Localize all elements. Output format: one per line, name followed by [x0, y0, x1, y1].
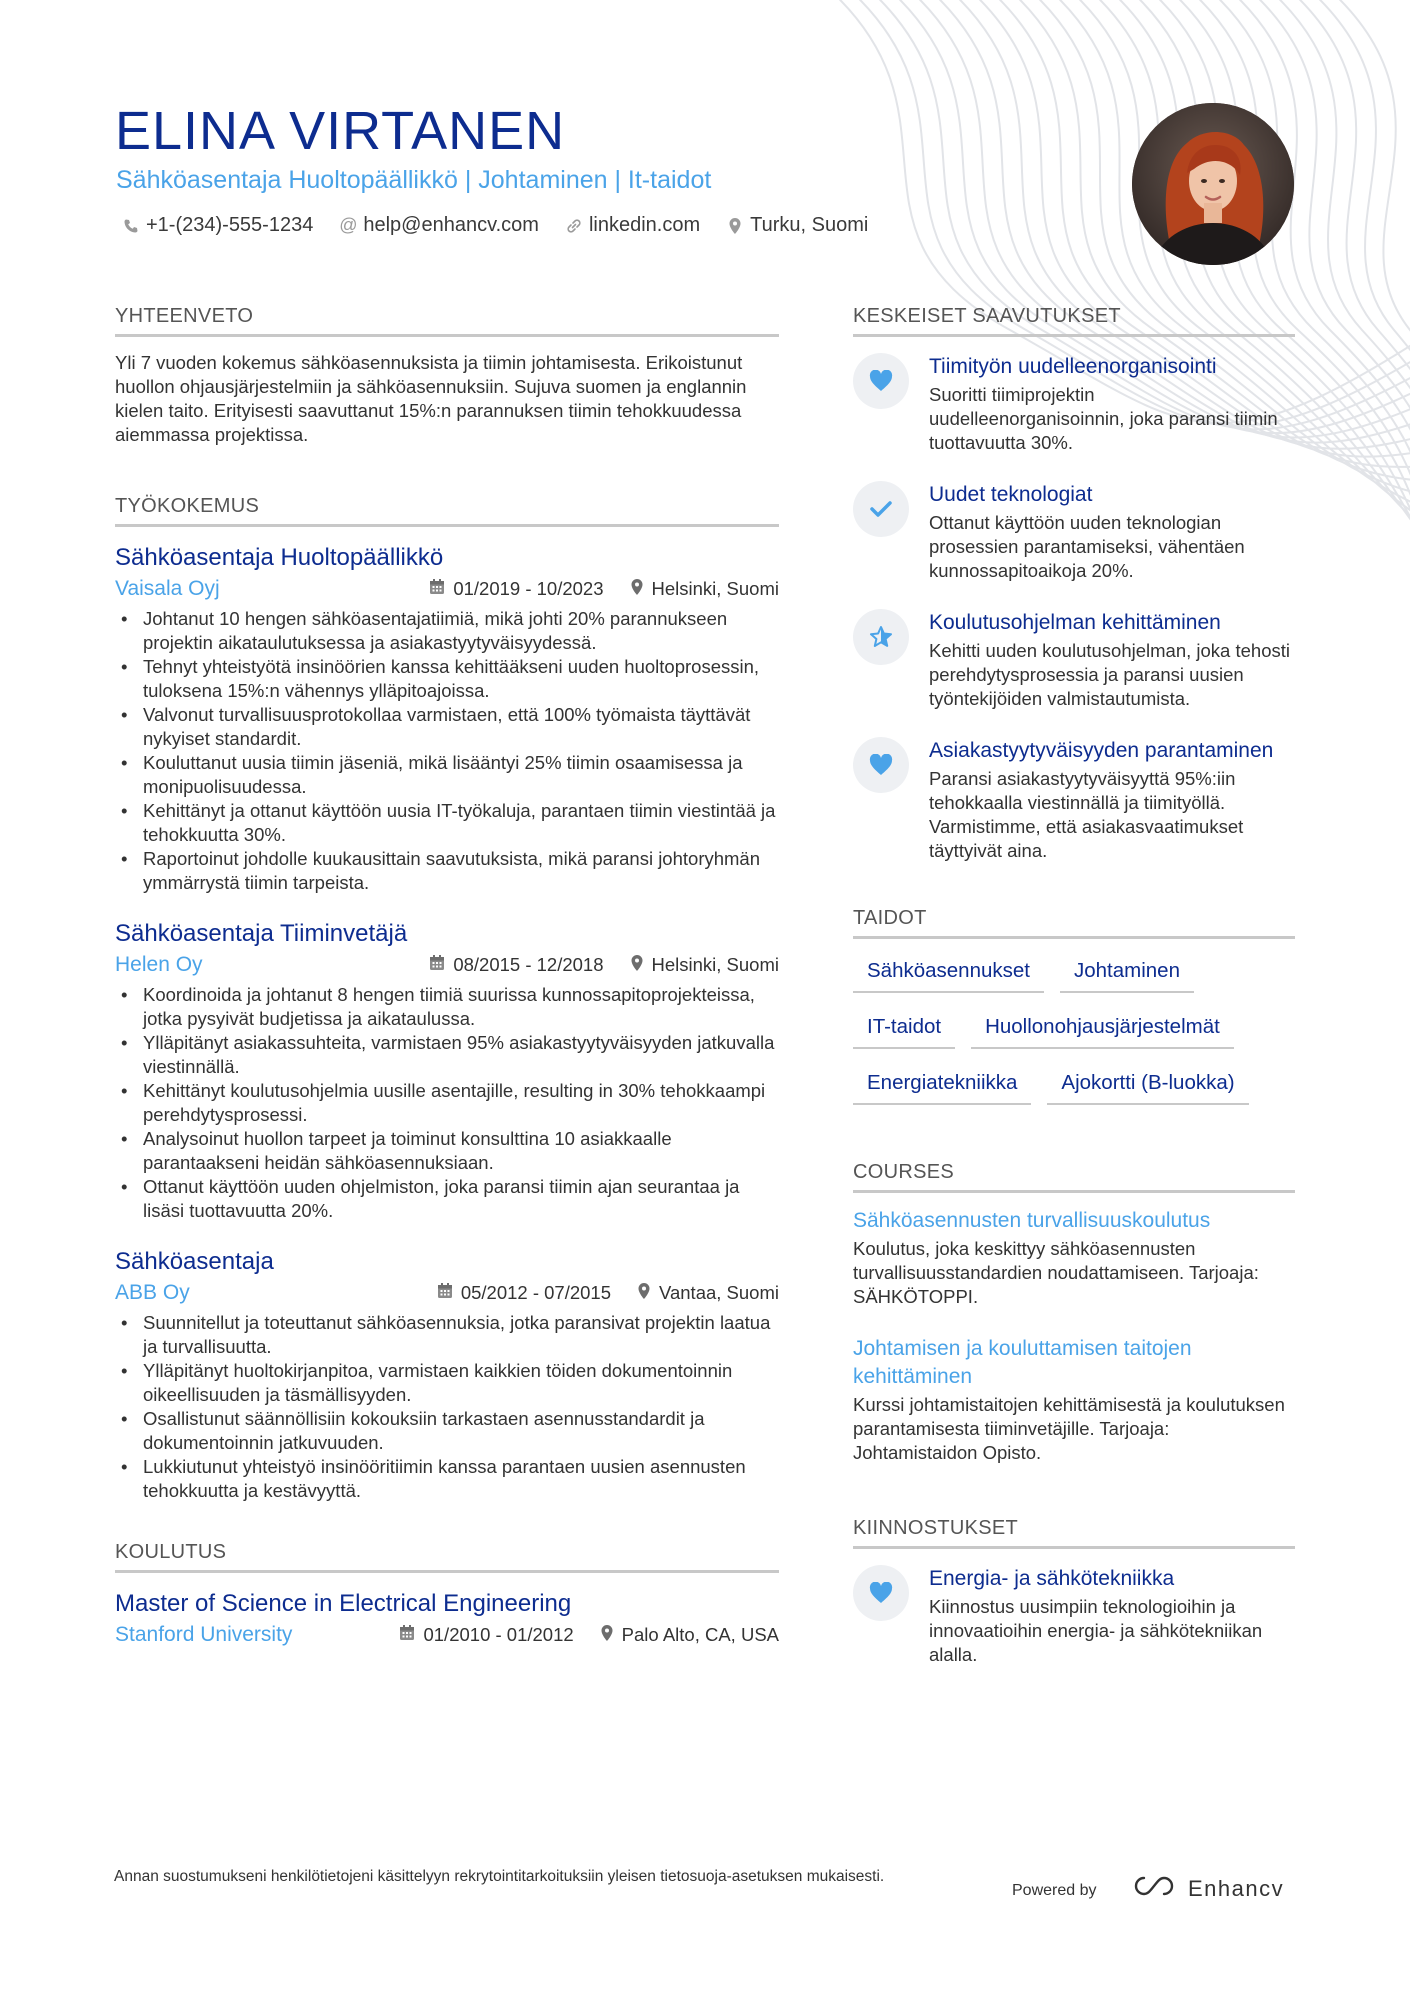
candidate-headline: Sähköasentaja Huoltopäällikkö | Johtaminen | It-taidot — [116, 166, 712, 194]
job-bullet: • Analysoinut huollon tarpeet ja toiminut konsulttina 10 asiakkaalle parantaakseni heidän sähköasennuksiaan. — [115, 1127, 779, 1175]
job-company: ABB Oy — [115, 1281, 190, 1304]
job-company: Vaisala Oyj — [115, 577, 220, 600]
job-title: Sähköasentaja Huoltopäällikkö — [115, 544, 444, 571]
job-meta — [115, 953, 779, 977]
job-location-text: Helsinki, Suomi — [651, 954, 779, 975]
contact-linkedin[interactable] — [565, 214, 700, 237]
education-meta-right — [399, 1624, 779, 1647]
contact-location — [726, 214, 868, 237]
job-title: Sähköasentaja Tiiminvetäjä — [115, 920, 408, 947]
skill-tag: IT-taidot — [853, 1011, 955, 1049]
achievement-body — [929, 737, 1295, 863]
skills-section — [853, 907, 1295, 1105]
achievement-description: Suoritti tiimiprojektin uudelleenorganisoinnin, joka paransi tiimin tuottavuutta 30%. — [929, 384, 1278, 453]
achievement-body — [929, 609, 1295, 711]
achievement-description: Paransi asiakastyytyväisyyttä 95%:iin tehokkaalla viestinnällä ja tiimityöllä. Varmistimme, että asiakasvaatimukset täyttyivät aina. — [929, 768, 1244, 861]
summary-section — [115, 305, 779, 447]
skill-tag: Sähköasennukset — [853, 955, 1044, 993]
interests-list — [853, 1565, 1295, 1667]
candidate-name: ELINA VIRTANEN — [115, 101, 566, 161]
heart-icon — [853, 737, 909, 793]
calendar-icon — [429, 578, 445, 600]
skill-tag: Johtaminen — [1060, 955, 1194, 993]
job-bullet: • Valvonut turvallisuusprotokollaa varmistaen, että 100% työmaista täyttävät nykyiset standardit. — [115, 703, 779, 751]
course-title[interactable]: Sähköasennusten turvallisuuskoulutus — [853, 1209, 1211, 1232]
achievements-list — [853, 353, 1295, 863]
job-dates — [437, 1282, 611, 1304]
course-item — [853, 1207, 1295, 1309]
contact-phone-text: +1-(234)-555-1234 — [146, 214, 314, 236]
link-icon — [565, 217, 583, 235]
interest-body — [929, 1565, 1295, 1667]
achievement-description: Kehitti uuden koulutusohjelman, joka tehosti perehdytysprosessia ja paransi uusien työntekijöiden valmistautumista. — [929, 640, 1290, 709]
job-title: Sähköasentaja — [115, 1248, 274, 1275]
job-bullet: • Ylläpitänyt asiakassuhteita, varmistaen 95% asiakastyytyväisyyden jatkuvalla viestinnällä. — [115, 1031, 779, 1079]
achievements-heading: KESKEISET SAAVUTUKSET — [853, 305, 1295, 337]
achievements-section — [853, 305, 1295, 863]
courses-section — [853, 1161, 1295, 1465]
job-bullet: • Kehittänyt koulutusohjelmia uusille asentajille, resulting in 30% tehokkaampi perehdytysprosessi. — [115, 1079, 779, 1127]
job-bullet: • Koordinoida ja johtanut 8 hengen tiimiä suurissa kunnossapitoprojekteissa, jotka pysyivät budjetissa ja aikataulussa. — [115, 983, 779, 1031]
education-dates — [399, 1624, 573, 1646]
job-dates — [429, 578, 603, 600]
summary-heading: YHTEENVETO — [115, 305, 779, 337]
calendar-icon — [429, 954, 445, 976]
location-pin-icon — [630, 954, 644, 977]
job-bullet: • Osallistunut säännöllisiin kokouksiin tarkastaen asennusstandardit ja dokumentoinnin jatkuvuuden. — [115, 1407, 779, 1455]
left-column — [115, 305, 779, 1647]
education-section — [115, 1541, 779, 1647]
job-bullet: • Kehittänyt ja ottanut käyttöön uusia IT-työkaluja, parantaen tiimin viestintää ja tehokkuutta 30%. — [115, 799, 779, 847]
achievement-title: Asiakastyytyväisyyden parantaminen — [929, 739, 1274, 762]
location-pin-icon — [726, 217, 744, 235]
job-meta — [115, 1281, 779, 1305]
job-dates-text: 08/2015 - 12/2018 — [453, 954, 604, 975]
achievement-description: Ottanut käyttöön uuden teknologian prosessien parantamiseksi, vähentäen kunnossapitoaikoja 20%. — [929, 512, 1245, 581]
profile-photo — [1132, 103, 1294, 265]
achievement-title: Tiimityön uudelleenorganisointi — [929, 355, 1217, 378]
contact-email-text: help@enhancv.com — [363, 214, 539, 236]
contact-phone[interactable] — [122, 214, 313, 237]
heart-icon — [853, 353, 909, 409]
achievement-body — [929, 353, 1295, 455]
job-bullet: • Ylläpitänyt huoltokirjanpitoa, varmistaen kaikkien töiden dokumentoinnin oikeellisuuden ja täsmällisyyden. — [115, 1359, 779, 1407]
job-location — [637, 1282, 779, 1305]
job-dates-text: 05/2012 - 07/2015 — [460, 1282, 612, 1303]
interests-heading: KIINNOSTUKSET — [853, 1517, 1295, 1549]
course-description: Kurssi johtamistaitojen kehittämisestä ja koulutuksen parantamisesta tiiminvetäjille. Tarjoaja: Johtamistaidon Opisto. — [853, 1394, 1285, 1463]
skill-tag: Energiatekniikka — [853, 1067, 1031, 1105]
education-heading: KOULUTUS — [115, 1541, 779, 1573]
education-dates-text: 01/2010 - 01/2012 — [423, 1624, 574, 1645]
achievement-title: Uudet teknologiat — [929, 483, 1093, 506]
education-location-text: Palo Alto, CA, USA — [621, 1624, 779, 1645]
job-company: Helen Oy — [115, 953, 203, 976]
education-location — [600, 1624, 779, 1647]
powered-by-label: Powered by — [1012, 1882, 1097, 1899]
job-dates-text: 01/2019 - 10/2023 — [453, 578, 604, 599]
skills-list — [853, 955, 1295, 1105]
interest-title: Energia- ja sähkötekniikka — [929, 1567, 1175, 1590]
education-meta — [115, 1623, 779, 1647]
education-entry — [115, 1587, 779, 1647]
heart-icon — [853, 1565, 909, 1621]
enhancv-logo-text: Enhancv — [1188, 1875, 1285, 1901]
job-bullets — [115, 983, 779, 1223]
job-meta-right — [437, 1282, 779, 1305]
achievement-item — [853, 353, 1295, 455]
star-icon — [853, 609, 909, 665]
course-title[interactable]: Johtamisen ja kouluttamisen taitojen kehittäminen — [853, 1337, 1192, 1388]
achievement-item — [853, 609, 1295, 711]
interest-item — [853, 1565, 1295, 1667]
right-column — [853, 305, 1295, 1667]
experience-heading: TYÖKOKEMUS — [115, 495, 779, 527]
job-bullet: • Lukkiutunut yhteistyö insinööritiimin kanssa parantaen uusien asennusten tehokkuutta ja kestävyyttä. — [115, 1455, 779, 1503]
at-sign-icon: @ — [339, 215, 358, 235]
contact-email[interactable] — [339, 214, 539, 237]
education-school: Stanford University — [115, 1623, 293, 1646]
phone-icon — [122, 217, 140, 235]
enhancv-logo[interactable] — [1132, 1874, 1284, 1903]
skill-tag: Ajokortti (B-luokka) — [1047, 1067, 1248, 1105]
job-bullet: • Raportoinut johdolle kuukausittain saavutuksista, mikä paransi johtoryhmän ymmärrystä tiimin tarpeista. — [115, 847, 779, 895]
achievement-item — [853, 481, 1295, 583]
jobs-list — [115, 541, 779, 1503]
job-bullet: • Tehnyt yhteistyötä insinöörien kanssa kehittääkseni uuden huoltoprosessin, tuloksena 15%:n vähennys ylläpitoajoissa. — [115, 655, 779, 703]
interests-section — [853, 1517, 1295, 1667]
job-bullets — [115, 1311, 779, 1503]
job-bullet: • Kouluttanut uusia tiimin jäseniä, mikä lisääntyi 25% tiimin osaamisessa ja monipuolisuudessa. — [115, 751, 779, 799]
calendar-icon — [399, 1624, 415, 1646]
skill-tag: Huollonohjausjärjestelmät — [971, 1011, 1234, 1049]
job-bullet: • Ottanut käyttöön uuden ohjelmiston, joka paransi tiimin ajan seurantaa ja lisäsi tuottavuutta 20%. — [115, 1175, 779, 1223]
location-pin-icon — [600, 1624, 614, 1647]
job-location-text: Vantaa, Suomi — [659, 1282, 779, 1303]
job-entry — [115, 917, 779, 1223]
contact-linkedin-text: linkedin.com — [588, 214, 701, 236]
location-pin-icon — [637, 1282, 651, 1305]
job-bullet: • Suunnitellut ja toteuttanut sähköasennuksia, jotka paransivat projektin laatua ja turvallisuutta. — [115, 1311, 779, 1359]
enhancv-logo-icon — [1132, 1874, 1178, 1903]
contact-bar — [122, 214, 868, 237]
achievement-item — [853, 737, 1295, 863]
skills-heading: TAIDOT — [853, 907, 1295, 939]
courses-list — [853, 1207, 1295, 1465]
achievement-body — [929, 481, 1295, 583]
job-location — [630, 954, 780, 977]
summary-text: Yli 7 vuoden kokemus sähköasennuksista ja tiimin johtamisesta. Erikoistunut huollon ohjausjärjestelmiin ja sähköasennuksiin. Sujuva suomen ja englannin kielen taito. Erityisesti saavuttanut 15%:n parannuksen tiimin tehokkuudessa aiemmassa projektissa. — [115, 352, 747, 445]
job-location-text: Helsinki, Suomi — [651, 578, 779, 599]
education-degree: Master of Science in Electrical Engineering — [115, 1590, 572, 1617]
job-entry — [115, 541, 779, 895]
course-item — [853, 1335, 1295, 1465]
achievement-title: Koulutusohjelman kehittäminen — [929, 611, 1221, 634]
job-bullet: • Johtanut 10 hengen sähköasentajatiimiä, mikä johti 20% parannukseen projektin aikataulutuksessa ja asiakastyytyväisyydessä. — [115, 607, 779, 655]
contact-location-text: Turku, Suomi — [750, 214, 869, 236]
check-icon — [853, 481, 909, 537]
location-pin-icon — [630, 578, 644, 601]
job-bullets — [115, 607, 779, 895]
job-meta-right — [429, 578, 779, 601]
job-meta — [115, 577, 779, 601]
job-location — [630, 578, 780, 601]
calendar-icon — [437, 1282, 453, 1304]
interest-description: Kiinnostus uusimpiin teknologioihin ja innovaatioihin energia- ja sähkötekniikan alalla. — [929, 1596, 1263, 1665]
course-description: Koulutus, joka keskittyy sähköasennusten turvallisuusstandardien noudattamiseen. Tarjoaja: SÄHKÖTOPPI. — [853, 1238, 1259, 1307]
job-entry — [115, 1245, 779, 1503]
job-meta-right — [429, 954, 779, 977]
job-dates — [429, 954, 603, 976]
gdpr-consent-text: Annan suostumukseni henkilötietojeni käsittelyyn rekrytointitarkoituksiin yleisen tietosuoja-asetuksen mukaisesti. — [114, 1868, 885, 1885]
courses-heading: COURSES — [853, 1161, 1295, 1193]
experience-section — [115, 495, 779, 1503]
